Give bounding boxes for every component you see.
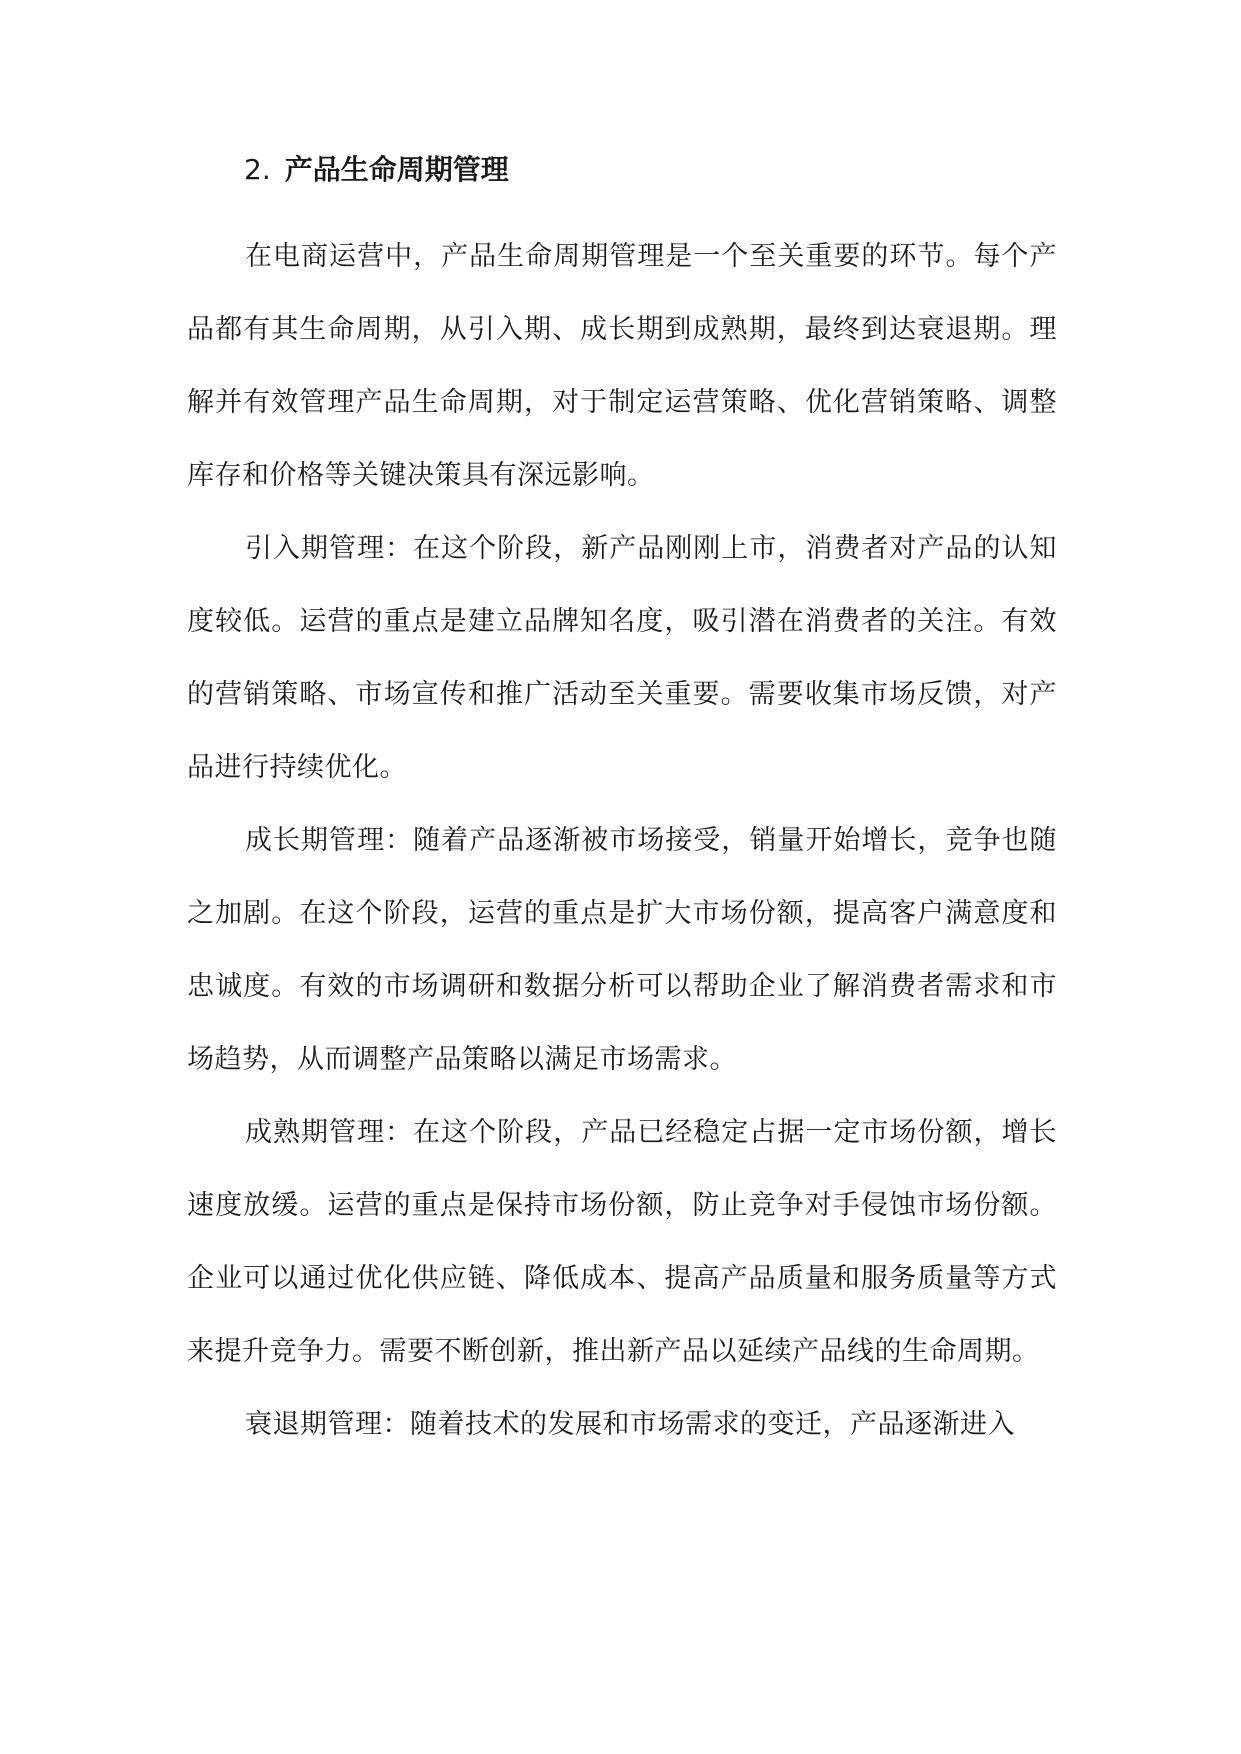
section-number: 2. — [244, 153, 271, 186]
paragraph-growth-stage: 成长期管理：随着产品逐渐被市场接受，销量开始增长，竞争也随之加剧。在这个阶段，运营的重点是扩大市场份额，提高客户满意度和忠诚度。有效的市场调研和数据分析可以帮助企业了解消费者需求和市场趋势，从而调整产品策略以满足市场需求。 — [187, 825, 1057, 1075]
paragraph-decline-stage: 衰退期管理：随着技术的发展和市场需求的变迁，产品逐渐进入 — [245, 1409, 1015, 1440]
paragraph-introduction-stage: 引入期管理：在这个阶段，新产品刚刚上市，消费者对产品的认知度较低。运营的重点是建立品牌知名度，吸引潜在消费者的关注。有效的营销策略、市场宣传和推广活动至关重要。需要收集市场反馈，对产品进行持续优化。 — [187, 533, 1057, 783]
paragraph-intro: 在电商运营中，产品生命周期管理是一个至关重要的环节。每个产品都有其生命周期，从引入期、成长期到成熟期，最终到达衰退期。理解并有效管理产品生命周期，对于制定运营策略、优化营销策略、调整库存和价格等关键决策具有深远影响。 — [187, 241, 1057, 491]
paragraph-maturity-stage: 成熟期管理：在这个阶段，产品已经稳定占据一定市场份额，增长速度放缓。运营的重点是保持市场份额，防止竞争对手侵蚀市场份额。企业可以通过优化供应链、降低成本、提高产品质量和服务质量等方式来提升竞争力。需要不断创新，推出新产品以延续产品线的生命周期。 — [187, 1117, 1057, 1367]
body-text — [187, 220, 1057, 1461]
section-title: 产品生命周期管理 — [284, 153, 509, 186]
section-heading — [244, 150, 509, 190]
